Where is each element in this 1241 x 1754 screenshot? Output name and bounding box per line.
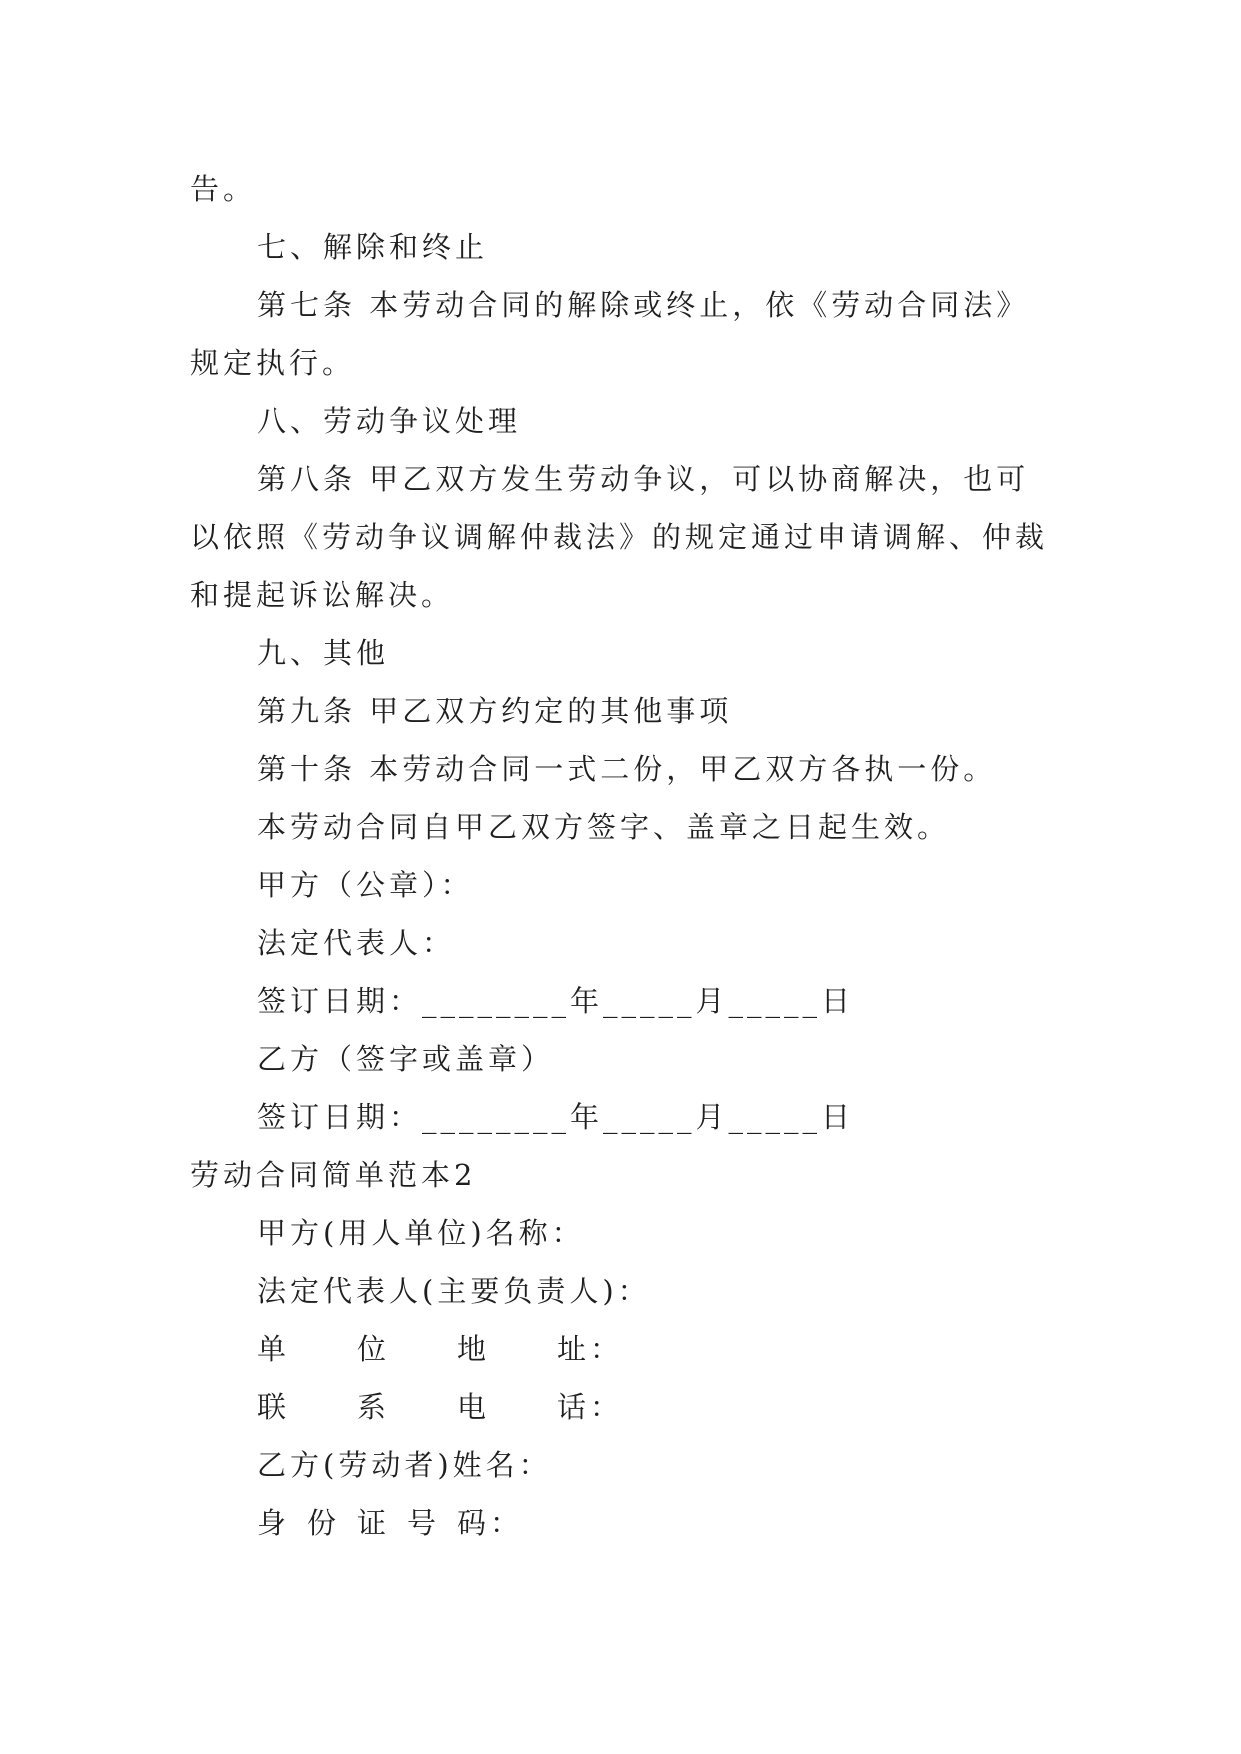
spread-char: 份: [307, 1506, 341, 1540]
document-title: 劳动合同简单范本2: [190, 1158, 477, 1192]
spread-char: 号: [407, 1506, 441, 1540]
text-line: 规定执行。: [190, 346, 356, 380]
spread-char: 码：: [457, 1506, 524, 1540]
spread-char: 址：: [557, 1332, 624, 1366]
party-a-seal-line: 甲方（公章）：: [257, 868, 474, 902]
legal-representative-line: 法定代表人：: [257, 926, 456, 960]
spread-char: 话：: [557, 1390, 624, 1424]
document-body: [190, 160, 1050, 1552]
signing-date-line: 签订日期：________年_____月_____日: [257, 984, 855, 1018]
article-line: 第七条 本劳动合同的解除或终止，依《劳动合同法》: [257, 288, 1030, 322]
text-line: 和提起诉讼解决。: [190, 578, 455, 612]
party-b-signature-line: 乙方（签字或盖章）: [257, 1042, 555, 1076]
spread-char: 地: [457, 1332, 491, 1366]
company-address-line: [190, 1320, 1050, 1378]
article-line: 第九条 甲乙双方约定的其他事项: [257, 694, 733, 728]
article-line: 第八条 甲乙双方发生劳动争议，可以协商解决，也可: [257, 462, 1030, 496]
spread-char: 身: [257, 1506, 291, 1540]
section-heading: 八、劳动争议处理: [257, 404, 522, 438]
text-line: 告。: [190, 172, 257, 206]
section-heading: 七、解除和终止: [257, 230, 489, 264]
spread-char: 电: [457, 1390, 491, 1424]
employee-name-line: 乙方(劳动者)姓名：: [257, 1448, 552, 1482]
id-number-line: [190, 1494, 1050, 1552]
employer-name-line: 甲方(用人单位)名称：: [257, 1216, 585, 1250]
employer-representative-line: 法定代表人(主要负责人)：: [257, 1274, 651, 1308]
spread-char: 证: [357, 1506, 391, 1540]
spread-char: 系: [357, 1390, 391, 1424]
spread-char: 单: [257, 1332, 291, 1366]
section-heading: 九、其他: [257, 636, 390, 670]
spread-char: 位: [357, 1332, 391, 1366]
article-line: 第十条 本劳动合同一式二份，甲乙双方各执一份。: [257, 752, 997, 786]
signing-date-line: 签订日期：________年_____月_____日: [257, 1100, 855, 1134]
spread-char: 联: [257, 1390, 291, 1424]
text-line: 本劳动合同自甲乙双方签字、盖章之日起生效。: [257, 810, 951, 844]
text-line: 以依照《劳动争议调解仲裁法》的规定通过申请调解、仲裁: [190, 520, 1049, 554]
contact-phone-line: [190, 1378, 1050, 1436]
